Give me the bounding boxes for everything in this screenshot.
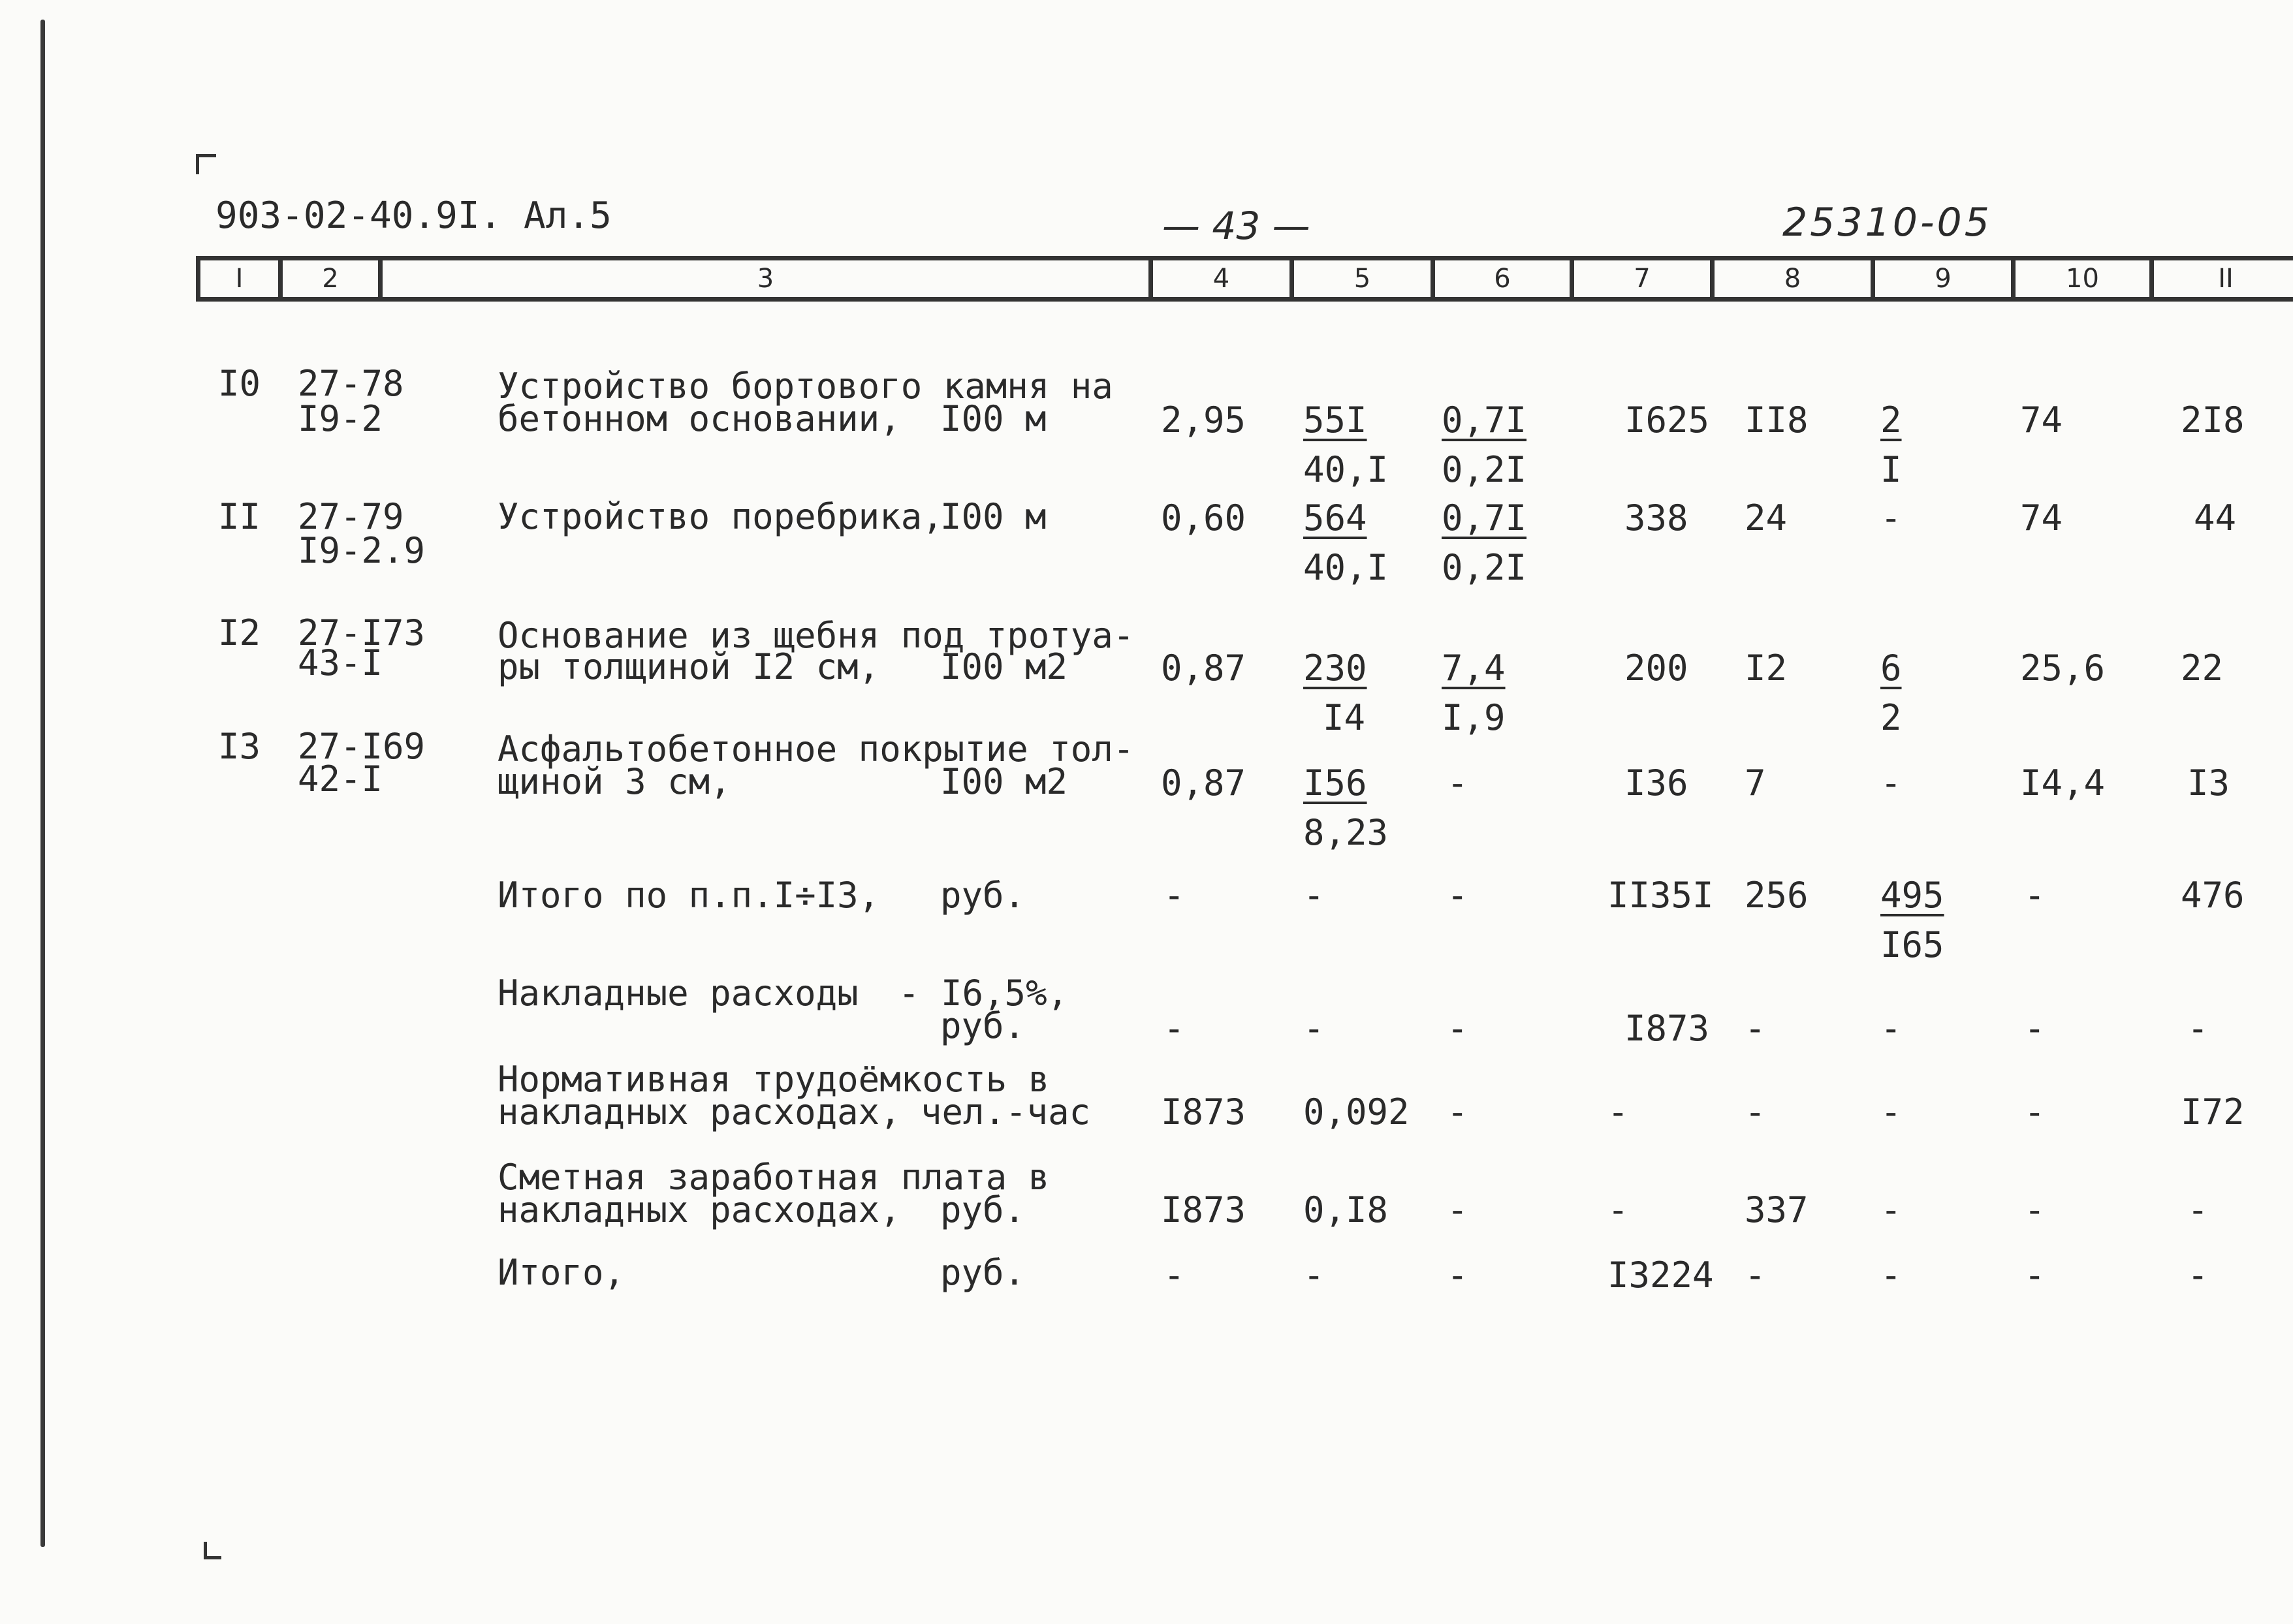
labor-workers: - <box>2024 1189 2046 1230</box>
corner-mark-bottom <box>204 1542 221 1559</box>
unit-machine-cost: 0,7I <box>1442 497 1527 539</box>
quantity: I873 <box>1161 1091 1246 1132</box>
norm-code-sub: 43-I <box>298 642 383 683</box>
unit-cost: - <box>1303 875 1325 916</box>
labor-workers: - <box>2024 1091 2046 1132</box>
labor-machinists: - <box>2187 1008 2209 1049</box>
quantity: I873 <box>1161 1189 1246 1230</box>
corner-mark-top <box>196 154 216 174</box>
quantity: 0,87 <box>1161 762 1246 804</box>
unit: I00 м <box>940 398 1047 439</box>
unit: руб. <box>940 875 1026 916</box>
unit-cost: I56 <box>1303 762 1367 804</box>
labor-workers: 74 <box>2020 497 2063 539</box>
summary-label: Итого, <box>498 1252 625 1293</box>
norm-code-sub: 42-I <box>298 758 383 800</box>
col-header-7: 7 <box>1574 260 1715 297</box>
unit-machine-cost: 0,7I <box>1442 399 1527 441</box>
unit-cost: 0,I8 <box>1303 1189 1389 1230</box>
row-number: I2 <box>218 612 261 653</box>
wages: I2 <box>1745 648 1788 689</box>
summary-label: Сметная заработная плата в <box>498 1157 1050 1198</box>
machines-cost: - <box>1880 1189 1902 1230</box>
unit: I00 м <box>940 496 1047 537</box>
total-cost: - <box>1607 1189 1629 1230</box>
machines-wage: I <box>1880 449 1902 490</box>
unit-cost: - <box>1303 1008 1325 1049</box>
labor-machinists: - <box>2187 1189 2209 1230</box>
wages: II8 <box>1745 399 1809 441</box>
wages: 337 <box>1745 1189 1809 1230</box>
norm-code: 27-I69 <box>298 726 426 767</box>
work-description: Устройство поребрика, <box>498 496 943 537</box>
labor-workers: I4,4 <box>2020 762 2106 804</box>
quantity: 0,60 <box>1161 497 1246 539</box>
machines-cost: - <box>1880 1091 1902 1132</box>
labor-machinists: I3 <box>2187 762 2230 804</box>
machines-cost: - <box>1880 762 1902 804</box>
unit-machine-cost: - <box>1447 1189 1468 1230</box>
col-header-3: 3 <box>383 260 1153 297</box>
binding-edge <box>40 20 45 1547</box>
unit-cost: 55I <box>1303 399 1367 441</box>
quantity: 0,87 <box>1161 648 1246 689</box>
archive-number: 25310-05 <box>1782 200 1992 245</box>
labor-machinists: 476 <box>2181 875 2245 916</box>
unit-machine-cost: - <box>1447 1008 1468 1049</box>
unit-cost: 564 <box>1303 497 1367 539</box>
norm-code-sub: I9-2 <box>298 398 383 439</box>
column-header-row <box>196 256 2293 302</box>
labor-workers: - <box>2024 1255 2046 1296</box>
wages: 256 <box>1745 875 1809 916</box>
labor-machinists: 2I8 <box>2181 399 2245 441</box>
total-cost: 338 <box>1624 497 1688 539</box>
wages: - <box>1745 1008 1766 1049</box>
unit: чел.-час <box>921 1091 1091 1132</box>
labor-workers: 74 <box>2020 399 2063 441</box>
wages: - <box>1745 1091 1766 1132</box>
col-header-5: 5 <box>1294 260 1435 297</box>
document-id: 903-02-40.9I. Ал.5 <box>215 195 612 237</box>
unit: руб. <box>940 1189 1026 1230</box>
wages: 7 <box>1745 762 1766 804</box>
col-header-11: II <box>2218 264 2234 294</box>
total-cost: I625 <box>1624 399 1710 441</box>
labor-machinists: I72 <box>2181 1091 2245 1132</box>
unit-cost-wage: I4 <box>1323 697 1366 738</box>
labor-workers: - <box>2024 875 2046 916</box>
quantity: - <box>1163 1255 1185 1296</box>
wages: - <box>1745 1255 1766 1296</box>
wages: 24 <box>1745 497 1788 539</box>
work-description-cont: ры толщиной I2 см, <box>498 646 880 687</box>
labor-machinists: 22 <box>2181 648 2224 689</box>
machines-cost: - <box>1880 1008 1902 1049</box>
norm-code-sub: I9-2.9 <box>298 530 426 571</box>
total-cost: II35I <box>1607 875 1714 916</box>
unit-machine-cost: - <box>1447 1091 1468 1132</box>
machines-wage: 2 <box>1880 697 1902 738</box>
page-number: — 43 — <box>1162 204 1310 248</box>
col-header-1: I <box>200 260 283 297</box>
total-cost: I36 <box>1624 762 1688 804</box>
summary-label-cont: накладных расходах, <box>498 1091 901 1132</box>
total-cost: 200 <box>1624 648 1688 689</box>
quantity: 2,95 <box>1161 399 1246 441</box>
work-description: Устройство бортового камня на <box>498 366 1113 407</box>
quantity: - <box>1163 1008 1185 1049</box>
summary-label: Нормативная трудоёмкость в <box>498 1059 1050 1100</box>
unit-cost-wage: 40,I <box>1303 547 1389 588</box>
norm-code: 27-I73 <box>298 612 426 653</box>
col-header-2: 2 <box>283 260 383 297</box>
labor-machinists: 44 <box>2194 497 2237 539</box>
quantity: - <box>1163 875 1185 916</box>
unit: руб. <box>940 1005 1026 1046</box>
summary-label: Накладные расходы <box>498 973 859 1014</box>
unit: I00 м2 <box>940 761 1068 802</box>
unit-cost: - <box>1303 1255 1325 1296</box>
work-description-cont: щиной 3 см, <box>498 761 731 802</box>
labor-machinists: - <box>2187 1255 2209 1296</box>
machines-cost: - <box>1880 497 1902 539</box>
work-description-cont: бетонном основании, <box>498 398 901 439</box>
unit-machine-cost: - <box>1447 1255 1468 1296</box>
row-number: I3 <box>218 726 261 767</box>
total-cost: I873 <box>1624 1008 1710 1049</box>
unit-machine-wage: I,9 <box>1442 697 1506 738</box>
col-header-8: 8 <box>1715 260 1875 297</box>
unit-machine-wage: 0,2I <box>1442 547 1527 588</box>
labor-workers: 25,6 <box>2020 648 2106 689</box>
unit: I00 м2 <box>940 646 1068 687</box>
machines-cost: - <box>1880 1255 1902 1296</box>
summary-label-cont: накладных расходах, <box>498 1189 901 1230</box>
machines-cost: 6 <box>1880 648 1902 689</box>
col-header-6: 6 <box>1435 260 1574 297</box>
unit-machine-cost: - <box>1447 762 1468 804</box>
machines-wage: I65 <box>1880 924 1944 965</box>
unit-cost: 0,092 <box>1303 1091 1410 1132</box>
unit-machine-wage: 0,2I <box>1442 449 1527 490</box>
row-number: I0 <box>218 363 261 404</box>
row-number: II <box>218 496 261 537</box>
col-header-9: 9 <box>1875 260 2016 297</box>
norm-code: 27-78 <box>298 363 404 404</box>
total-cost: - <box>1607 1091 1629 1132</box>
unit-machine-cost: 7,4 <box>1442 648 1506 689</box>
unit-cost-wage: 8,23 <box>1303 812 1389 853</box>
unit-cost-wage: 40,I <box>1303 449 1389 490</box>
overhead-rate: - I6,5%, <box>898 973 1069 1014</box>
norm-code: 27-79 <box>298 496 404 537</box>
unit-machine-cost: - <box>1447 875 1468 916</box>
col-header-4: 4 <box>1153 260 1294 297</box>
machines-cost: 495 <box>1880 875 1944 916</box>
labor-workers: - <box>2024 1008 2046 1049</box>
work-description: Асфальтобетонное покрытие тол- <box>498 728 1135 770</box>
machines-cost: 2 <box>1880 399 1902 441</box>
total-cost: I3224 <box>1607 1255 1714 1296</box>
work-description: Основание из щебня под тротуа- <box>498 615 1135 656</box>
summary-label: Итого по п.п.I÷I3, <box>498 875 880 916</box>
unit-cost: 230 <box>1303 648 1367 689</box>
unit: руб. <box>940 1252 1026 1293</box>
col-header-10: 10 <box>2016 260 2154 297</box>
